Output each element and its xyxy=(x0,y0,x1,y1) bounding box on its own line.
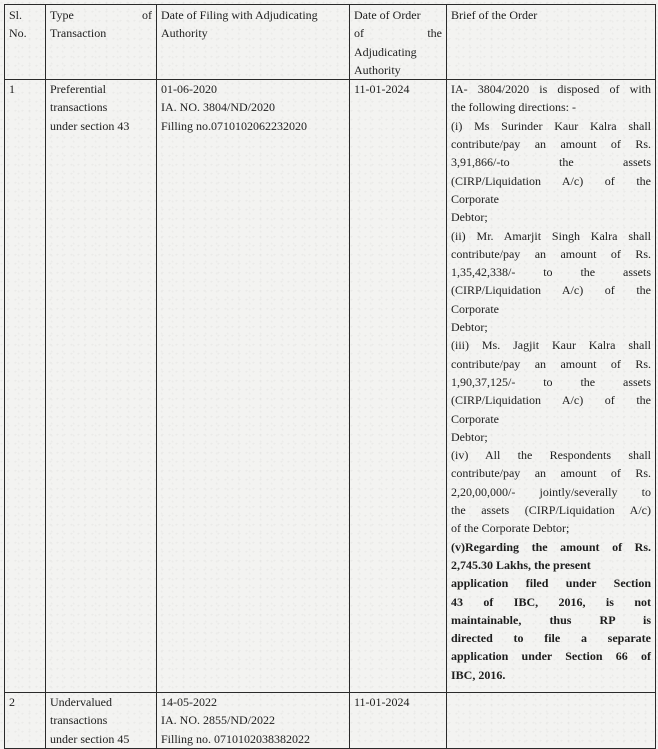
filing-number: Filling no.0710102062232020 xyxy=(161,118,308,133)
brief-line: Corporate xyxy=(451,191,499,206)
header-order-date xyxy=(350,5,447,80)
brief-line: contribute/pay an amount of Rs. xyxy=(451,356,651,371)
type-line: Undervalued xyxy=(50,695,112,710)
header-filing-date xyxy=(157,5,350,80)
brief-line: application filed under Section xyxy=(451,576,651,591)
header-brief-text: Brief of the Order xyxy=(451,8,538,22)
table-row xyxy=(5,693,656,749)
brief-line: (CIRP/Liquidation A/c) of the xyxy=(451,283,651,298)
sl-value: 2 xyxy=(9,695,15,710)
header-row xyxy=(5,5,656,80)
brief-line: Debtor; xyxy=(451,320,488,335)
table-row xyxy=(5,80,656,693)
brief-line: Corporate xyxy=(451,411,499,426)
header-sl-no xyxy=(5,5,46,80)
cell-type xyxy=(46,693,157,749)
brief-line: 1,35,42,338/- to the assets xyxy=(451,265,651,280)
cell-order-date xyxy=(350,693,447,749)
sl-value: 1 xyxy=(9,82,15,97)
filing-date: 01-06-2020 xyxy=(161,82,217,97)
type-line: transactions xyxy=(50,713,108,728)
brief-line: Debtor; xyxy=(451,429,488,444)
brief-line: (v)Regarding the amount of Rs. xyxy=(451,539,651,554)
filing-date: 14-05-2022 xyxy=(161,695,217,710)
brief-line: maintainable, thus RP is xyxy=(451,612,651,627)
cell-sl xyxy=(5,693,46,749)
header-filing-line2: Authority xyxy=(161,26,208,41)
header-brief xyxy=(447,5,656,80)
header-type-line1: Type of xyxy=(50,8,152,22)
ia-number: IA. NO. 3804/ND/2020 xyxy=(161,100,275,115)
type-line: transactions xyxy=(50,100,108,115)
header-order-line4: Authority xyxy=(354,62,401,77)
header-type-line2: Transaction xyxy=(50,26,107,41)
brief-line: (i) Ms Surinder Kaur Kalra shall xyxy=(451,118,651,133)
cell-order-date xyxy=(350,80,447,693)
brief-line: contribute/pay an amount of Rs. xyxy=(451,466,651,481)
header-type xyxy=(46,5,157,80)
brief-line: (iii) Ms. Jagjit Kaur Kalra shall xyxy=(451,338,651,353)
order-date: 11-01-2024 xyxy=(354,695,410,710)
brief-direction-v xyxy=(451,538,651,684)
brief-line: contribute/pay an amount of Rs. xyxy=(451,246,651,261)
header-sl-line: Sl. xyxy=(9,8,23,22)
cell-sl xyxy=(5,80,46,693)
brief-line: IBC, 2016. xyxy=(451,667,506,682)
brief-line: the assets (CIRP/Liquidation A/c) xyxy=(451,503,651,518)
header-order-line2: of the xyxy=(354,26,442,41)
type-line: under section 43 xyxy=(50,118,130,133)
type-line: under section 45 xyxy=(50,731,130,746)
order-date: 11-01-2024 xyxy=(354,82,410,97)
cell-brief xyxy=(447,693,656,749)
cell-filing xyxy=(157,693,350,749)
brief-line: IA- 3804/2020 is disposed of with xyxy=(451,82,651,97)
brief-line: 43 of IBC, 2016, is not xyxy=(451,594,651,609)
filing-number: Filling no. 0710102038382022 xyxy=(161,731,311,746)
avoidance-transactions-table xyxy=(4,4,656,749)
brief-line: 2,20,00,000/- jointly/severally to xyxy=(451,484,651,499)
header-no-line: No. xyxy=(9,26,27,41)
brief-line: (ii) Mr. Amarjit Singh Kalra shall xyxy=(451,228,651,243)
brief-line: Corporate xyxy=(451,301,499,316)
brief-line: contribute/pay an amount of Rs. xyxy=(451,137,651,152)
brief-line: (CIRP/Liquidation A/c) of the xyxy=(451,393,651,408)
cell-type xyxy=(46,80,157,693)
brief-line: directed to file a separate xyxy=(451,631,651,646)
header-order-line1: Date of Order xyxy=(354,8,421,22)
brief-line: 3,91,866/-to the assets xyxy=(451,155,651,170)
header-order-line3: Adjudicating xyxy=(354,44,417,59)
brief-line: application under Section 66 of xyxy=(451,649,651,664)
ia-number: IA. NO. 2855/ND/2022 xyxy=(161,713,275,728)
brief-line: 2,745.30 Lakhs, the present xyxy=(451,557,591,572)
brief-directions xyxy=(451,80,651,537)
type-line: Preferential xyxy=(50,82,106,97)
brief-line: (iv) All the Respondents shall xyxy=(451,448,651,463)
brief-line: Debtor; xyxy=(451,210,488,225)
cell-brief xyxy=(447,80,656,693)
cell-filing xyxy=(157,80,350,693)
brief-line: 1,90,37,125/- to the assets xyxy=(451,374,651,389)
header-filing-line1: Date of Filing with Adjudicating xyxy=(161,8,318,22)
brief-line: the following directions: - xyxy=(451,100,576,115)
brief-line: (CIRP/Liquidation A/c) of the xyxy=(451,173,651,188)
brief-line: of the Corporate Debtor; xyxy=(451,521,570,536)
